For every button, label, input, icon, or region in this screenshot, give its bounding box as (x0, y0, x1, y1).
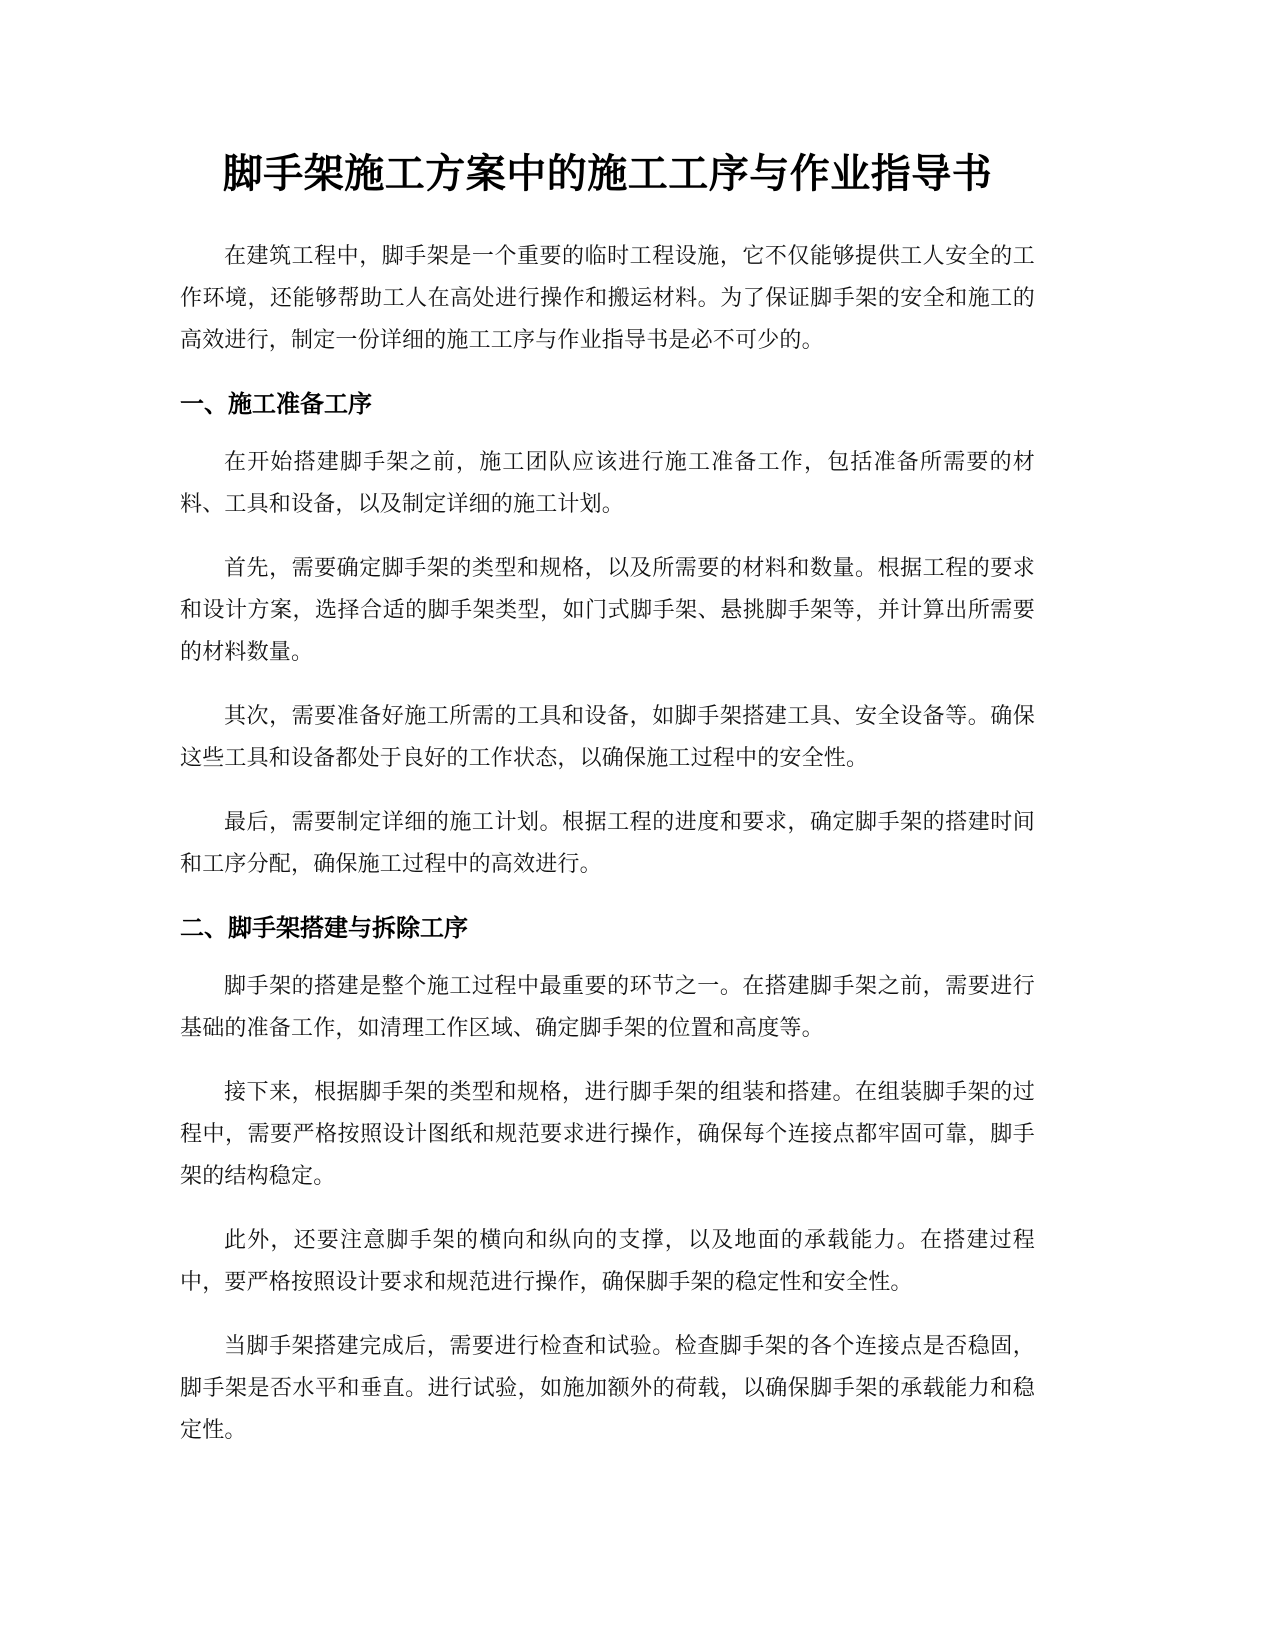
section-heading: 一、施工准备工序 (180, 390, 372, 418)
section-paragraph: 首先，需要确定脚手架的类型和规格，以及所需要的材料和数量。根据工程的要求和设计方案，选择合适的脚手架类型，如门式脚手架、悬挑脚手架等，并计算出所需要的材料数量。 (180, 556, 1035, 665)
document-page (180, 150, 1035, 1474)
intro-block (180, 236, 1035, 362)
section-paragraph: 最后，需要制定详细的施工计划。根据工程的进度和要求，确定脚手架的搭建时间和工序分配，确保施工过程中的高效进行。 (180, 810, 1035, 877)
document-title: 脚手架施工方案中的施工工序与作业指导书 (222, 151, 993, 197)
section-2 (180, 908, 1035, 1452)
section-paragraph: 此外，还要注意脚手架的横向和纵向的支撑，以及地面的承载能力。在搭建过程中，要严格按照设计要求和规范进行操作，确保脚手架的稳定性和安全性。 (180, 1228, 1035, 1295)
section-paragraph: 其次，需要准备好施工所需的工具和设备，如脚手架搭建工具、安全设备等。确保这些工具和设备都处于良好的工作状态，以确保施工过程中的安全性。 (180, 704, 1035, 771)
section-paragraph: 脚手架的搭建是整个施工过程中最重要的环节之一。在搭建脚手架之前，需要进行基础的准备工作，如清理工作区域、确定脚手架的位置和高度等。 (180, 974, 1035, 1041)
section-paragraph: 接下来，根据脚手架的类型和规格，进行脚手架的组装和搭建。在组装脚手架的过程中，需要严格按照设计图纸和规范要求进行操作，确保每个连接点都牢固可靠，脚手架的结构稳定。 (180, 1080, 1035, 1189)
section-paragraph: 当脚手架搭建完成后，需要进行检查和试验。检查脚手架的各个连接点是否稳固，脚手架是否水平和垂直。进行试验，如施加额外的荷载，以确保脚手架的承载能力和稳定性。 (180, 1334, 1035, 1443)
section-1 (180, 384, 1035, 886)
intro-paragraph: 在建筑工程中，脚手架是一个重要的临时工程设施，它不仅能够提供工人安全的工作环境，还能够帮助工人在高处进行操作和搬运材料。为了保证脚手架的安全和施工的高效进行，制定一份详细的施工工序与作业指导书是必不可少的。 (180, 244, 1035, 353)
section-heading: 二、脚手架搭建与拆除工序 (180, 914, 468, 942)
section-paragraph: 在开始搭建脚手架之前，施工团队应该进行施工准备工作，包括准备所需要的材料、工具和设备，以及制定详细的施工计划。 (180, 450, 1035, 517)
